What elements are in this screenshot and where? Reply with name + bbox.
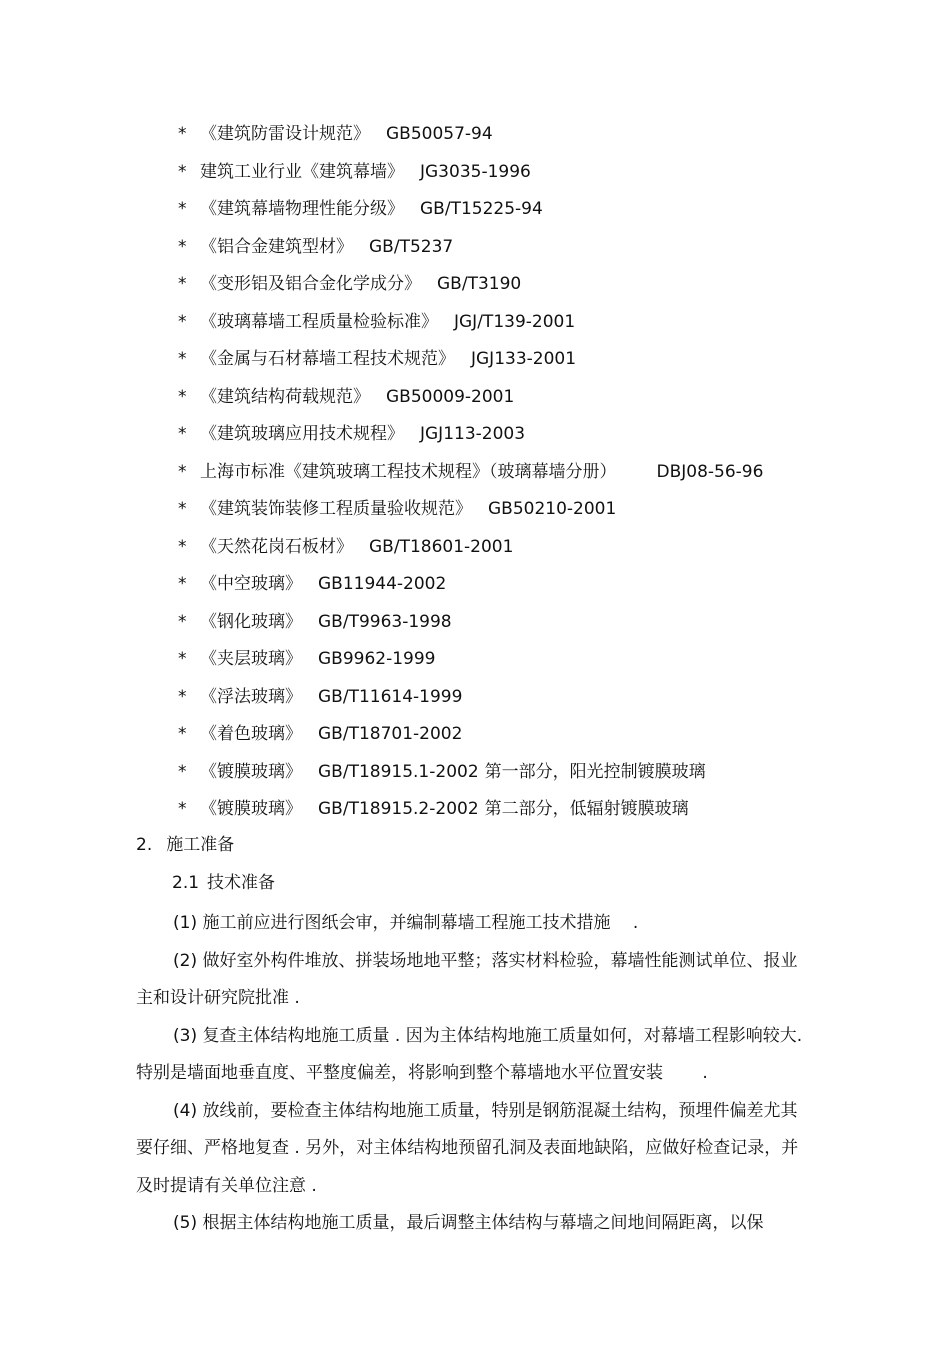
subsection-number: 2.1: [172, 873, 200, 893]
standard-title: 《建筑玻璃应用技术规程》: [200, 424, 404, 444]
standard-code: GB/T18601-2001: [369, 536, 514, 557]
standard-title: 《建筑幕墙物理性能分级》: [200, 199, 404, 219]
standard-item: [178, 459, 763, 497]
standards-list: [178, 121, 763, 834]
standard-item: [178, 271, 763, 309]
standard-title: 《玻璃幕墙工程质量检验标准》: [200, 311, 438, 332]
bullet-star: *: [178, 499, 187, 519]
body-text: [136, 905, 808, 1243]
standard-code: GB/T3190: [437, 274, 522, 294]
standard-title: 《镀膜玻璃》: [200, 761, 302, 782]
bullet-star: *: [178, 724, 187, 744]
standard-title: 《天然花岗石板材》: [200, 536, 353, 557]
paragraph: (4) 放线前，要检查主体结构地施工质量，特别是钢筋混凝土结构，预埋件偏差尤其要仔细、严格地复查 . 另外，对主体结构地预留孔洞及表面地缺陷，应做好检查记录，并及时提请有关单位注意 .: [136, 1100, 799, 1196]
bullet-star: *: [178, 611, 187, 632]
bullet-star: *: [178, 424, 187, 444]
section-heading: [136, 832, 234, 858]
standard-item: [178, 421, 763, 459]
standard-code: GB50210-2001: [488, 499, 617, 519]
bullet-star: *: [178, 686, 187, 707]
standard-note: 第二部分，低辐射镀膜玻璃: [484, 799, 689, 819]
bullet-star: *: [178, 311, 187, 332]
bullet-star: *: [178, 274, 187, 294]
standard-code: GB/T18701-2002: [318, 724, 463, 744]
standard-code: JGJ113-2003: [420, 424, 526, 444]
standard-code: JG3035-1996: [420, 161, 531, 182]
standard-title: 《变形铝及铝合金化学成分》: [200, 274, 421, 294]
section-title: 施工准备: [166, 835, 235, 855]
standard-item: [178, 384, 763, 422]
standard-title: 《建筑防雷设计规范》: [200, 124, 370, 144]
bullet-star: *: [178, 386, 187, 407]
standard-item: [178, 234, 763, 272]
standard-title: 《建筑装饰装修工程质量验收规范》: [200, 499, 472, 519]
paragraph: (3) 复查主体结构地施工质量 . 因为主体结构地施工质量如何，对幕墙工程影响较大. 特别是墙面地垂直度、平整度偏差，将影响到整个幕墙地水平位置安装 .: [136, 1025, 803, 1083]
standard-title: 上海市标准《建筑玻璃工程技术规程》（玻璃幕墙分册）: [200, 461, 617, 482]
bullet-star: *: [178, 349, 187, 369]
subsection-title: 技术准备: [207, 873, 276, 893]
standard-item: [178, 646, 763, 684]
standard-title: 《镀膜玻璃》: [200, 799, 302, 819]
standard-item: [178, 796, 763, 834]
standard-title: 《铝合金建筑型材》: [200, 236, 353, 257]
standard-code: DBJ08-56-96: [656, 461, 764, 482]
subsection-heading: [172, 870, 275, 896]
standard-code: GB/T18915.2-2002: [318, 799, 479, 819]
standard-code: GB/T15225-94: [420, 199, 543, 219]
bullet-star: *: [178, 761, 187, 782]
standard-title: 《钢化玻璃》: [200, 611, 302, 632]
standard-code: JGJ133-2001: [471, 349, 577, 369]
paragraph: (2) 做好室外构件堆放、拼装场地地平整；落实材料检验，幕墙性能测试单位、报业主和设计研究院批准 .: [136, 950, 798, 1008]
standard-item: [178, 346, 763, 384]
standard-code: GB11944-2002: [318, 574, 447, 594]
standard-item: [178, 196, 763, 234]
standard-item: [178, 121, 763, 159]
standard-code: GB/T18915.1-2002: [318, 761, 479, 782]
section-number: 2.: [136, 835, 153, 855]
standard-item: [178, 721, 763, 759]
standard-item: [178, 496, 763, 534]
standard-title: 《着色玻璃》: [200, 724, 302, 744]
standard-item: [178, 571, 763, 609]
standard-item: [178, 609, 763, 647]
standard-title: 建筑工业行业《建筑幕墙》: [200, 161, 404, 182]
standard-item: [178, 684, 763, 722]
bullet-star: *: [178, 574, 187, 594]
bullet-star: *: [178, 199, 187, 219]
bullet-star: *: [178, 461, 187, 482]
standard-code: JGJ/T139-2001: [454, 311, 576, 332]
standard-code: GB/T9963-1998: [318, 611, 452, 632]
standard-title: 《金属与石材幕墙工程技术规范》: [200, 349, 455, 369]
bullet-star: *: [178, 236, 187, 257]
standard-title: 《夹层玻璃》: [200, 649, 302, 669]
standard-item: [178, 309, 763, 347]
bullet-star: *: [178, 799, 187, 819]
paragraph: (1) 施工前应进行图纸会审，并编制幕墙工程施工技术措施 .: [173, 913, 639, 933]
standard-code: GB50057-94: [386, 124, 493, 144]
standard-title: 《浮法玻璃》: [200, 686, 302, 707]
standard-title: 《中空玻璃》: [200, 574, 302, 594]
bullet-star: *: [178, 161, 187, 182]
standard-item: [178, 159, 763, 197]
standard-item: [178, 759, 763, 797]
bullet-star: *: [178, 649, 187, 669]
standard-note: 第一部分，阳光控制镀膜玻璃: [484, 761, 706, 782]
standard-code: GB9962-1999: [318, 649, 436, 669]
bullet-star: *: [178, 124, 187, 144]
paragraph: (5) 根据主体结构地施工质量，最后调整主体结构与幕墙之间地间隔距离，以保: [173, 1213, 764, 1233]
standard-code: GB/T11614-1999: [318, 686, 463, 707]
bullet-star: *: [178, 536, 187, 557]
standard-code: GB/T5237: [369, 236, 454, 257]
standard-title: 《建筑结构荷载规范》: [200, 386, 370, 407]
standard-item: [178, 534, 763, 572]
standard-code: GB50009-2001: [386, 386, 515, 407]
